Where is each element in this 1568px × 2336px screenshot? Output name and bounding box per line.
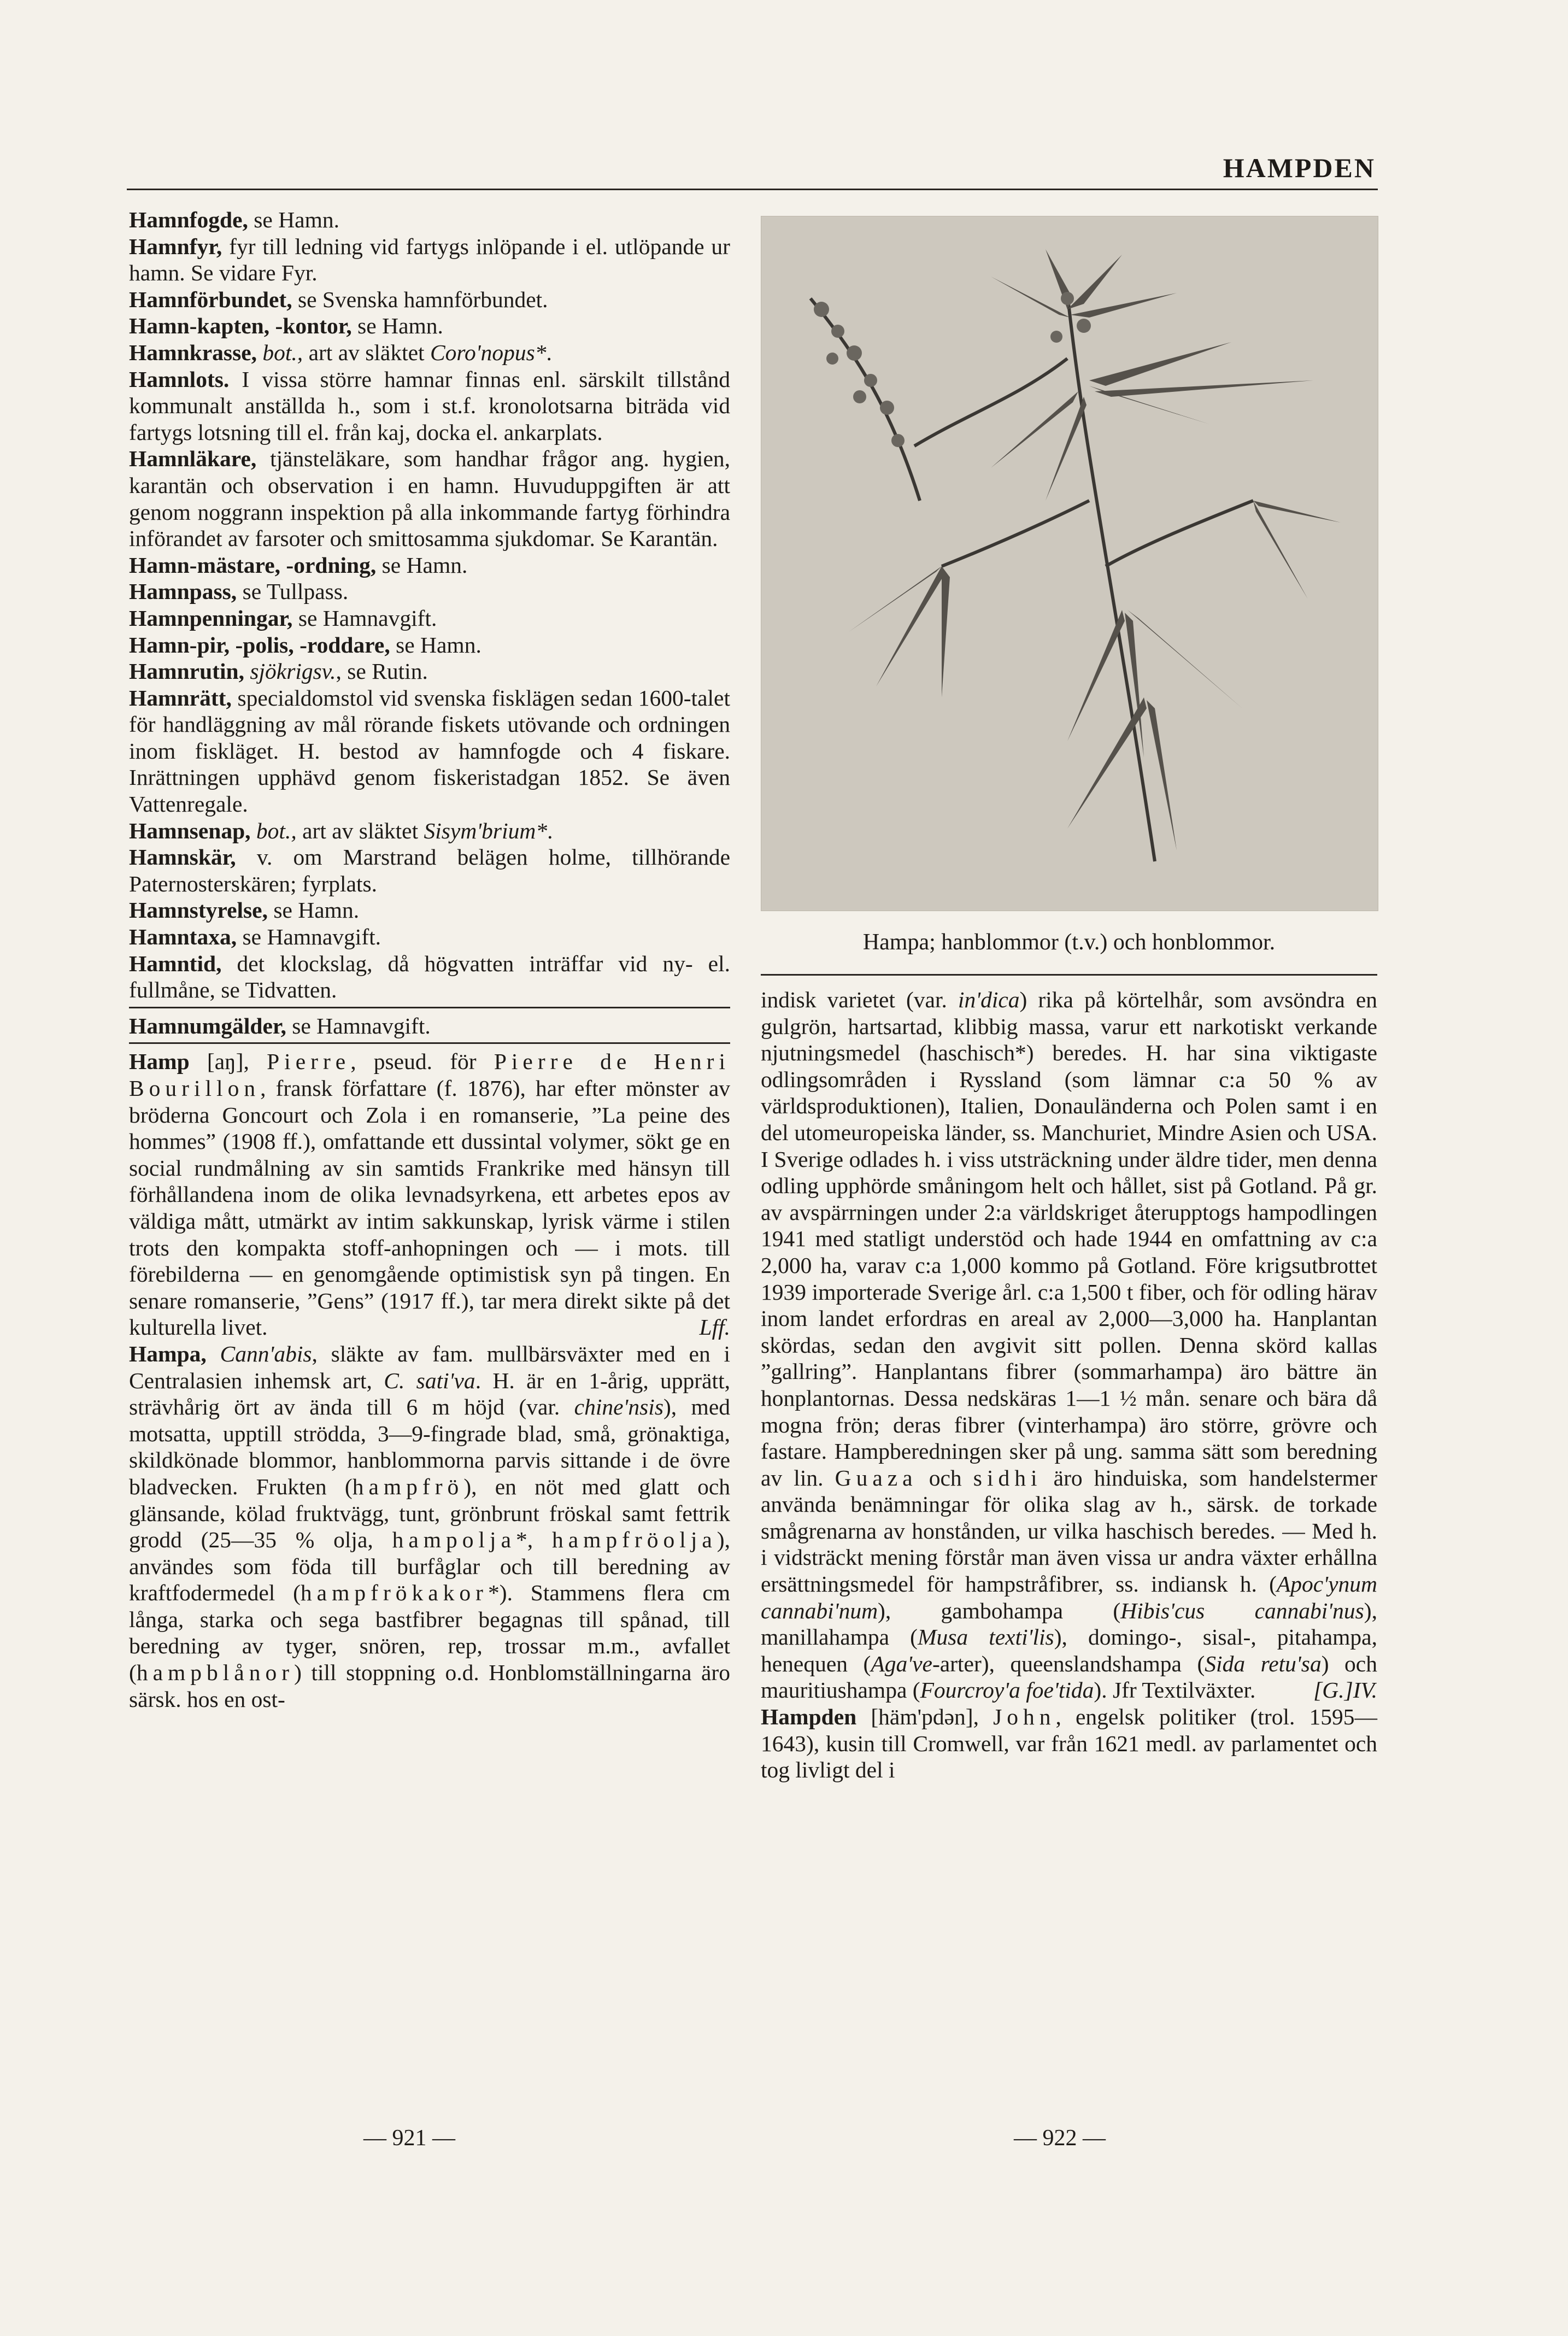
entry-text: se Hamn. [376,552,468,578]
entry-text: se Hamn. [351,313,443,339]
entry-text: [aŋ], [189,1049,267,1075]
headword: Hamnfyr, [129,233,222,259]
entry-text: . [547,818,553,843]
entry-latin: Fourcroy'a foe'tida [920,1677,1094,1703]
headword: Hamn-pir, -polis, -roddare, [129,632,390,658]
entry-hamnlakare [129,445,730,551]
cannabis-illustration [761,216,1378,911]
spaced-name: Pierre de Henri Bourillon [129,1049,730,1101]
entry-text: , se Rutin. [336,659,428,684]
caption-rule [761,974,1377,976]
headword: Hamntaxa, [129,924,237,950]
entry-text [207,1341,220,1366]
spaced-term: Guaza [835,1465,918,1490]
entry-text: ) rika på körtelhår, som avsöndra en gulgrön, hartsartad, klibbig massa, varur ett narkotiskt verkande njutningsmedel (haschisch*) beredes. H. har sina viktigaste odlingsområden i Ryssland (som lämnar c:a 50 % av världsproduktionen), Italien, Donauländerna och Polen samt i en del utomeuropeiska länder, ss. Manchuriet, Mindre Asien och USA. I Sverige odlades h. i viss utsträckning under äldre tider, men denna odling upphörde småningom helt och hållet, sist på Gotland. På gr. av avspärrningen under 2:a världskriget återupptogs hampodlingen 1941 med statligt understöd och hade 1944 en omfattning av c:a 2,000 ha, varav c:a 1,000 kommo på Gotland. Före krigsutbrottet 1939 importerade Sverige årl. c:a 1,500 t fiber, och för odling härav inom landet erfordras en areal av 2,000—3,000 ha. Hanplantan skördas, sedan den avgivit sitt pollen. Denna skörd kallas ”gallring”. Hanplantans fibrer (sommarhampa) äro bättre än honplantornas. Dessa nedskäras 1—1 ½ mån. senare och bära då mogna frön; deras fibrer (vinterhampa) äro större, grövre och fastare. Hampberedningen sker på ung. samma sätt som beredning av lin. [761,987,1377,1490]
headword: Hamnfogde, [129,207,248,232]
headword: Hamnrätt, [129,685,232,711]
entry-hamnforbundet [129,286,730,313]
entry-hamnumgalder [129,1007,730,1040]
entry-hamnpass [129,578,730,605]
entry-text [244,659,250,684]
headword: Hamnskär, [129,844,236,870]
headword: Hampa, [129,1341,207,1366]
entry-hampa [129,1341,730,1712]
headword: Hampden [761,1704,857,1730]
headword: Hamnkrasse, [129,339,257,365]
entry-latin: Sida retu'sa [1205,1651,1322,1676]
entry-text: se Hamn. [390,632,481,658]
spaced-term: sidhi [973,1465,1042,1490]
entry-text: se Hamn. [248,207,339,232]
entry-text: ) och mauritiushampa ( [761,1651,1377,1703]
entry-latin: Hibis'cus cannabi'nus [1120,1598,1364,1623]
entry-hamnpenningar [129,605,730,632]
entry-text: ), manillahampa ( [761,1598,1377,1650]
headword: Hamnstyrelse, [129,897,268,923]
headword: Hamn-kapten, -kontor, [129,313,352,339]
entry-hamnfyr [129,233,730,286]
headword: Hamntid, [129,950,222,976]
entry-text: , pseud. för [350,1049,494,1075]
entry-latin: Coro'nopus* [430,339,547,365]
headword: Hamnlots. [129,366,230,392]
spaced-term: hampolja [392,1527,516,1553]
headword: Hamn-mästare, -ordning, [129,552,377,578]
entry-hamnkrasse [129,339,730,366]
entry-text: se Svenska hamnförbundet. [292,286,548,312]
entry-text: ), användes som föda till burfåglar och till beredning av kraftfodermedel ( [129,1527,730,1606]
entry-hamnskar [129,844,730,897]
running-header: HAMPDEN [1223,152,1376,183]
author-signature: [G.]IV. [1313,1677,1377,1703]
entry-text: *). Stammens flera cm långa, starka och sega bastfibrer begagnas till spånad, till beredning av tyger, snören, rep, trossar m.m., avfallet ( [129,1580,730,1686]
entry-latin: Cann'abis [220,1341,312,1366]
headword: Hamnförbundet, [129,286,292,312]
entry-text: , engelsk politiker (trol. 1595—1643), kusin till Cromwell, var från 1621 medl. av parlamentet och tog livligt del i [761,1704,1377,1783]
entry-text: art av släktet [303,339,430,365]
spaced-term: hampfrö [352,1474,464,1499]
entry-hamntid [129,950,730,1003]
entry-text: se Hamnavgift. [286,1013,431,1038]
entry-text: se Hamnavgift. [292,605,437,631]
entry-latin: Musa texti'lis [917,1624,1054,1650]
entry-text: -arter), queenslandshampa ( [932,1651,1205,1676]
cannabis-plant-icon [761,216,1378,911]
entry-hamnrutin [129,658,730,685]
entry-hamn-kapten [129,313,730,339]
entry-hamntaxa [129,924,730,950]
entry-text: det klockslag, då högvatten inträffar vid ny- el. fullmåne, se Tidvatten. [129,950,730,1003]
entry-text: ). Jfr Textilväxter. [1094,1677,1256,1703]
entry-text: ), med motsatta, upptill strödda, 3—9-fingrade blad, små, grönaktiga, skildkönade blommor, hanblommorna parvis sittande i de övre bladvecken. Frukten ( [129,1394,730,1499]
entry-hamnstyrelse [129,897,730,924]
entry-latin: Apoc'ynum cannabi'num [761,1571,1377,1623]
entry-text: I vissa större hamnar finnas enl. särskilt tillstånd kommunalt anställda h., som i st.f. kronolotsarna biträda vid fartygs lotsning till el. från kaj, docka el. ankarplats. [129,366,730,445]
entry-text: ), gambohampa ( [878,1598,1121,1623]
entry-text: art av släktet [296,818,424,843]
headword: Hamnläkare, [129,446,257,472]
headword: Hamnsenap, [129,818,251,843]
entry-latin: chine'nsis [574,1394,663,1420]
headword: Hamnpenningar, [129,605,293,631]
spaced-name: Pierre [267,1049,351,1075]
entry-text: . [546,339,552,365]
spaced-term: hampfrökakor [300,1580,489,1606]
entry-text [251,818,256,843]
entry-latin: Aga've [871,1651,932,1676]
spaced-term: hampfröolja [551,1527,717,1553]
entry-text: se Hamn. [267,897,360,923]
entry-latin: Sisym'brium* [424,818,548,843]
entry-text: ), domingo-, sisal-, pitahampa, henequen ( [761,1624,1377,1676]
entry-text: äro hinduiska, som handelstermer använda benämningar för olika slag av h., särsk. de torkade smågrenarna av honstånden, ur vilka haschisch beredes. — Med h. i vidsträckt mening förstår man även vissa ur andra växter erhållna ersättningsmedel för hampstråfibrer, ss. indiansk h. ( [761,1465,1378,1597]
entry-text: tjänsteläkare, som handhar frågor ang. hygien, karantän och observation i en hamn. Huvuduppgiften är att genom noggrann inspektion på alla inkommande fartyg förhindra införandet av farsoter och smittosamma sjukdomar. Se Karantän. [129,446,730,551]
entry-text: och [917,1465,973,1490]
entry-abbrev: bot., [256,818,297,843]
entry-hamnsenap [129,818,730,844]
page-number-right: — 922 — [1014,2126,1106,2151]
entry-abbrev: bot., [262,339,303,365]
entry-text: se Tullpass. [237,579,349,604]
entry-text [257,340,262,365]
figure-caption: Hampa; hanblommor (t.v.) och honblommor. [862,930,1276,955]
headword: Hamnpass, [129,579,237,604]
entry-hamn-pir [129,632,730,659]
entry-hamp [129,1042,730,1341]
entry-text: v. om Marstrand belägen holme, tillhörande Paternosterskären; fyrplats. [129,844,730,896]
headword: Hamnrutin, [129,659,244,684]
headword: Hamp [129,1049,190,1075]
entry-hamn-mastare [129,552,730,579]
entry-text: . H. är en 1-årig, upprätt, strävhårig ört av ända till 6 m höjd (var. [129,1367,730,1420]
spaced-term: hampblånor [136,1660,295,1686]
right-column [761,987,1377,1783]
entry-text: ) till stoppning o.d. Honblomställningarna äro särsk. hos en ost- [129,1660,730,1712]
entry-hamnratt [129,685,730,818]
entry-hamnfogde [129,207,730,233]
spaced-name: John [993,1704,1056,1730]
author-signature: Lff. [699,1314,730,1340]
headword: Hamnumgälder, [129,1013,286,1038]
entry-text: [häm'pdən], [856,1704,994,1730]
entry-text: se Hamnavgift. [237,924,381,950]
entry-text: , släkte av fam. mullbärsväxter med en i Centralasien inhemsk art, [129,1341,730,1393]
entry-hampden [761,1704,1377,1783]
entry-abbrev: sjökrigsv. [250,659,336,684]
header-rule [127,189,1378,190]
entry-hampa-continued [761,987,1377,1704]
entry-text: ), en nöt med glatt och glänsande, kölad fruktvägg, tunt, grönbrunt fröskal samt fettrik grodd (25—35 % olja, [129,1474,730,1553]
entry-text: , fransk författare (f. 1876), har efter mönster av bröderna Goncourt och Zola i en romanserie, ”La peine des hommes” (1908 ff.), omfattande ett dussintal volymer, sökt ge en social rundmålning av sin samtids Frankrike med hänsyn till förhållandena inom de olika levnadsyrkena, ett arbetes epos av väldiga mått, utmärkt av intim sakkunskap, lyrisk värme i stilen trots den kompakta stoff-anhopningen och — i mots. till förebilderna — en genomgående optimistisk syn på tingen. En senare romanserie, ”Gens” (1917 ff.), tar mera direkt sikte på det kulturella livet. [129,1076,730,1340]
left-column [129,207,730,1712]
entry-latin: C. sati'va [384,1367,475,1393]
page-number-left: — 921 — [363,2126,455,2151]
entry-text: indisk varietet (var. [761,987,958,1012]
entry-hamnlots [129,366,730,446]
entry-text: specialdomstol vid svenska fisklägen sedan 1600-talet för handläggning av mål rörande fiskets utövande och ordningen inom fiskläget. H. bestod av hamnfogde och 4 fiskare. Inrättningen upphävd genom fiskeristadgan 1852. Se även Vattenregale. [129,685,730,817]
entry-text: *, [516,1527,552,1553]
entry-latin: in'dica [958,987,1020,1012]
entry-text: fyr till ledning vid fartygs inlöpande i el. utlöpande ur hamn. Se vidare Fyr. [129,233,730,286]
